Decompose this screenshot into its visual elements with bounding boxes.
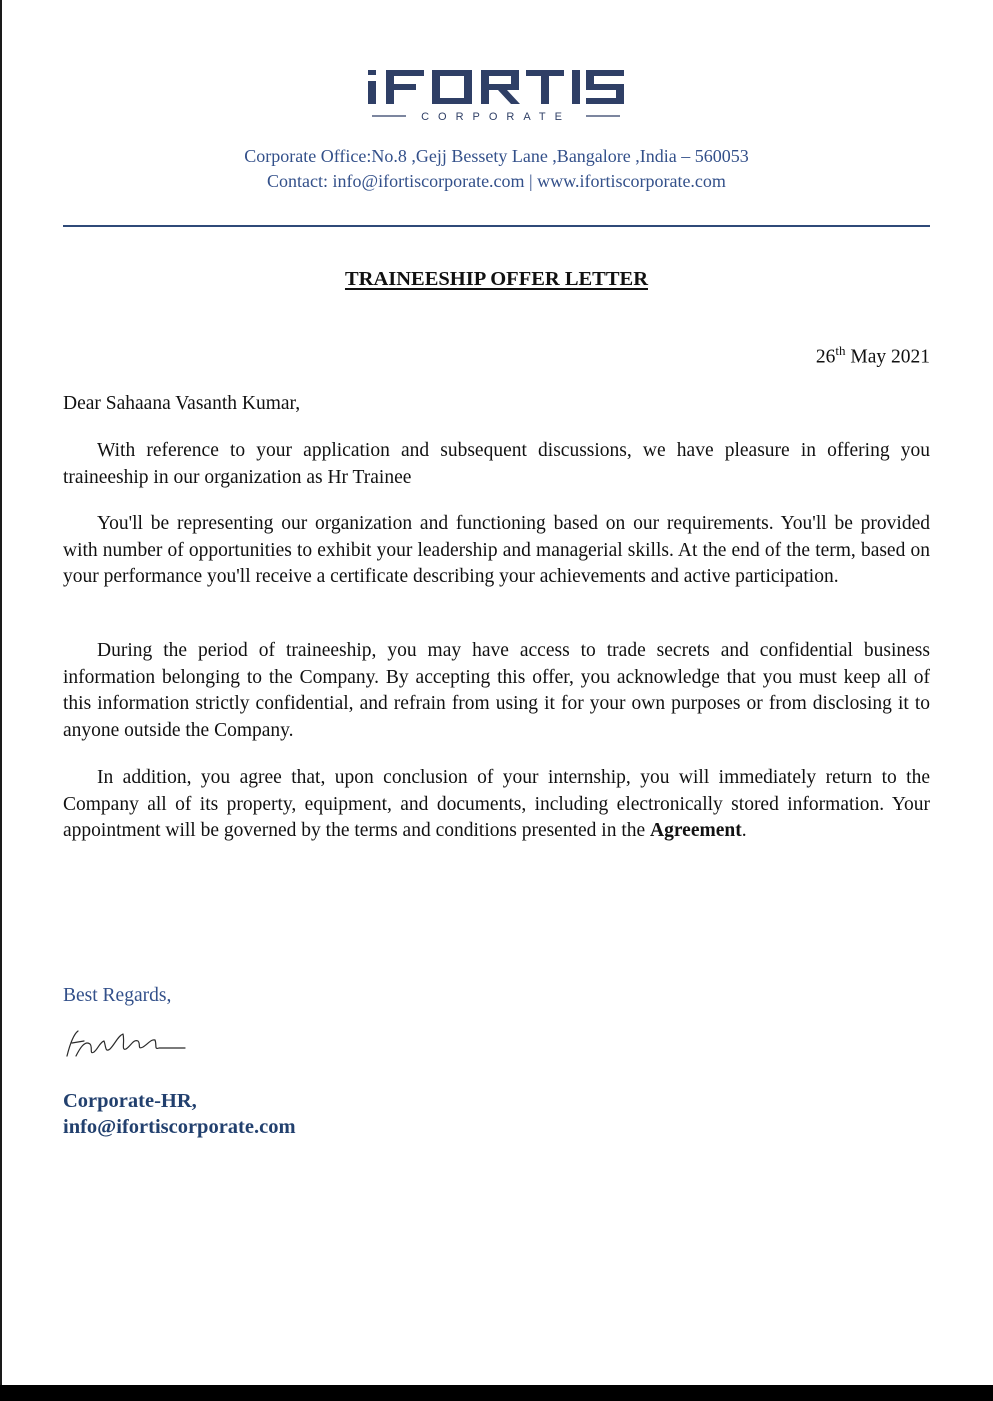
letter-title: TRAINEESHIP OFFER LETTER bbox=[344, 268, 648, 290]
office-address: Corporate Office:No.8 ,Gejj Bessety Lane ,Bangalore ,India – 560053 bbox=[244, 146, 749, 166]
agreement-emphasis: Agreement bbox=[650, 820, 742, 842]
paragraph-intro: With reference to your application and subsequent discussions, we have pleasure in offering you traineeship in our organization as Hr Trainee bbox=[63, 440, 930, 488]
signer-name: Corporate-HR, bbox=[63, 1090, 197, 1112]
header-divider bbox=[63, 225, 930, 227]
salutation: Dear Sahaana Vasanth Kumar, bbox=[63, 393, 301, 414]
ifortis-logo bbox=[368, 70, 624, 126]
closing-regards: Best Regards, bbox=[63, 985, 172, 1006]
page-edge bbox=[0, 0, 2, 1385]
signer-email: info@ifortiscorporate.com bbox=[63, 1116, 296, 1138]
letter-date: 26th May 2021 bbox=[815, 343, 930, 368]
paragraph-return-property: In addition, you agree that, upon conclusion of your internship, you will immediately return to the Company all of its property, equipment, and documents, including electronically stored information. Your appointment will be governed by the terms and conditions presented in the Agreement. bbox=[63, 767, 930, 842]
contact-line: Contact: info@ifortiscorporate.com | www.ifortiscorporate.com bbox=[267, 171, 726, 191]
bottom-edge bbox=[0, 1385, 993, 1401]
signature-icon bbox=[63, 1026, 187, 1062]
logo-tagline: CORPORATE bbox=[421, 111, 571, 123]
paragraph-confidentiality: During the period of traineeship, you may have access to trade secrets and confidential business information belonging to the Company. By accepting this offer, you acknowledge that you must keep all of this information strictly confidential, and refrain from using it for your own purposes or from disclosing it to anyone outside the Company. bbox=[63, 640, 930, 741]
paragraph-role: You'll be representing our organization and functioning based on our requirements. You'll be provided with number of opportunities to exhibit your leadership and managerial skills. At the end of the term, based on your performance you'll receive a certificate describing your achievements and active participation. bbox=[63, 513, 930, 588]
